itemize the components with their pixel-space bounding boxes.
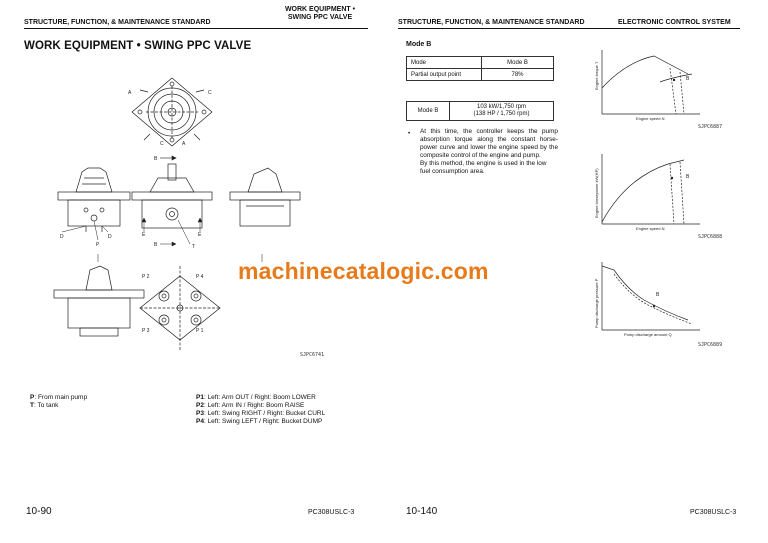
drawing-code: SJPC6741 <box>300 352 325 358</box>
bullet-mark: • <box>408 130 411 137</box>
mode-table-cell: Partial output point <box>407 69 482 81</box>
output-table <box>406 101 554 121</box>
mode-table-cell: 78% <box>482 69 554 81</box>
graph-engine-torque <box>596 48 706 120</box>
legend-row-p: P: From main pump <box>30 394 88 401</box>
legend-row-p1: P1: Left: Arm OUT / Right: Boom LOWER <box>196 394 316 401</box>
label-p: P <box>96 242 100 248</box>
label-e-left: E <box>142 232 146 238</box>
legend-row-p3: P3: Left: Swing RIGHT / Right: Bucket CURL <box>196 410 326 417</box>
watermark-text: machinecatalogic.com <box>238 258 489 284</box>
left-header-section-line1: WORK EQUIPMENT • <box>284 6 356 13</box>
graph1-code: SJPC6887 <box>698 124 723 130</box>
output-value-line2: (138 HP / 1,750 rpm) <box>473 111 530 117</box>
graph-engine-horsepower <box>596 152 706 232</box>
left-header-title: STRUCTURE, FUNCTION, & MAINTENANCE STANDARD <box>24 19 211 26</box>
right-header-section: ELECTRONIC CONTROL SYSTEM <box>618 19 731 26</box>
label-b-top: B <box>154 156 158 162</box>
graph2-curve-label: B <box>686 174 690 180</box>
bullet-paragraph-1: At this time, the controller keeps the pump absorption torque along the constant horse-power curve and lower the engine speed by the composite control of the engine and pump. <box>420 128 558 159</box>
graph2-xlabel: Engine speed N <box>636 226 665 231</box>
left-header-rule <box>24 28 368 29</box>
graph1-ylabel: Engine torque T <box>594 61 599 90</box>
ppc-valve-drawing <box>24 60 354 350</box>
label-c-bottom: C <box>160 141 164 147</box>
mode-table-cell: Mode B <box>482 57 554 69</box>
legend-row-p4: P4: Left: Swing LEFT / Right: Bucket DUMP <box>196 418 323 425</box>
bullet-paragraph-2: By this method, the engine is used in the low fuel consumption area. <box>420 160 547 175</box>
right-model: PC308USLC-3 <box>690 509 737 516</box>
mode-table <box>406 56 554 81</box>
graph2-code: SJPC6888 <box>698 234 723 240</box>
left-header-section-line2: SWING PPC VALVE <box>287 14 353 21</box>
label-c-right: C <box>208 90 212 96</box>
graph3-curve-label: B <box>656 292 660 298</box>
label-a-top: A <box>128 90 132 96</box>
output-value-line1: 103 kW/1,750 rpm <box>476 104 527 110</box>
port-legend-left <box>30 394 87 410</box>
output-table-label: Mode B <box>407 102 450 121</box>
left-page-number: 10-90 <box>26 506 52 517</box>
graph-pump-pressure <box>596 260 706 340</box>
label-a-bottom: A <box>182 141 186 147</box>
right-page-number: 10-140 <box>406 506 438 517</box>
page-title: WORK EQUIPMENT • SWING PPC VALVE <box>24 40 252 52</box>
mode-table-cell: Mode <box>407 57 482 69</box>
port-legend-right <box>196 394 325 426</box>
left-model: PC308USLC-3 <box>308 509 355 516</box>
label-t: T <box>192 244 196 250</box>
output-table-row <box>407 102 554 121</box>
legend-row-p2: P2: Left: Arm IN / Right: Boom RAISE <box>196 402 305 409</box>
section-heading: Mode B <box>406 41 432 48</box>
label-p2: P 2 <box>142 274 150 280</box>
label-d-left: D <box>60 234 64 240</box>
legend-row-t: T: To tank <box>30 402 59 409</box>
bullet-text <box>420 128 558 176</box>
output-table-value <box>450 102 554 121</box>
graph3-code: SJPC6889 <box>698 342 723 348</box>
right-header-title: STRUCTURE, FUNCTION, & MAINTENANCE STANDARD <box>398 19 585 26</box>
label-p4: P 4 <box>196 274 204 280</box>
label-p3: P 3 <box>142 328 150 334</box>
graph1-xlabel: Engine speed N <box>636 116 665 121</box>
label-b-bottom: B <box>154 242 158 248</box>
label-p1: P 1 <box>196 328 204 334</box>
graph1-curve-label: B <box>686 76 690 82</box>
graph2-ylabel: Engine horsepower kW(HP) <box>594 168 599 218</box>
mode-table-row <box>407 69 554 81</box>
graph3-xlabel: Pump discharge amount Q <box>624 332 672 337</box>
label-e-right: E <box>198 232 202 238</box>
mode-table-header-row <box>407 57 554 69</box>
right-header-rule <box>398 28 740 29</box>
label-d-right: D <box>108 234 112 240</box>
graph3-ylabel: Pump discharge pressure P <box>594 278 599 328</box>
